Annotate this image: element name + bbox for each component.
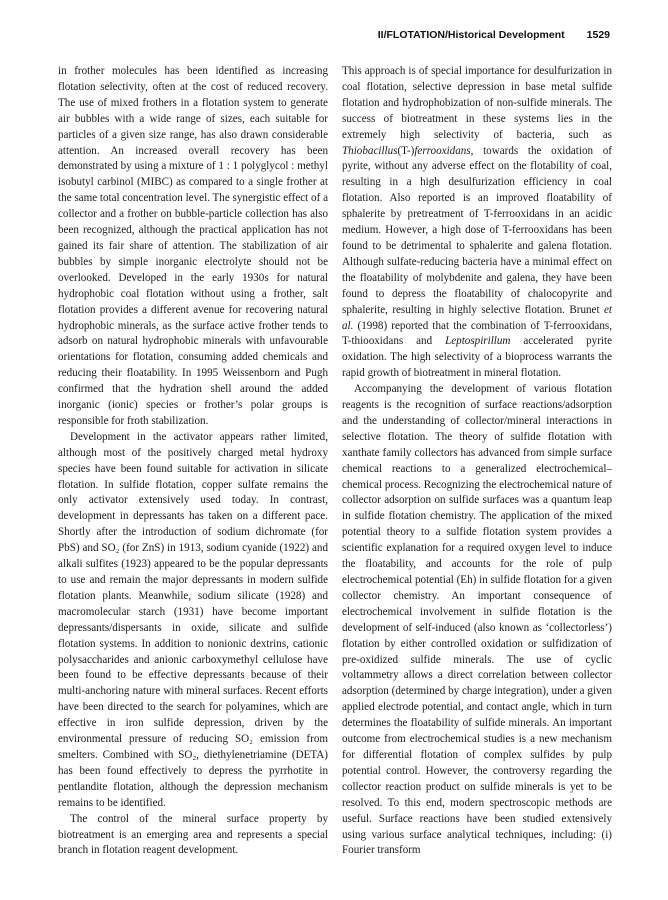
species-name: Thiobacillus [342, 144, 398, 157]
running-header [58, 29, 610, 41]
section-title: II/FLOTATION/Historical Development [377, 29, 565, 41]
species-name: ferrooxidans [414, 144, 471, 157]
text-run: (1998) reported that the combination of T-ferrooxidans, T-thiooxidans and [342, 319, 612, 348]
paragraph: in frother molecules has been identified as increasing flotation selectivity, often at the cost of reduced recovery. The use of mixed frothers in a flotation system to generate air bubbles with a wide range of sizes, each suitable for particles of a given size range, has also drawn considerable attention. An increased overall recovery has been demonstrated by using a mixture of 1 : 1 polyglycol : methyl isobutyl carbinol (MIBC) as compared to a single frother at the same total concentration level. The synergistic effect of a collector and a frother on bubble-particle collection has also been recognized, although the practical application has not gained its fair share of attention. The stabilization of air bubbles by simple inorganic electrolyte should not be overlooked. Developed in the early 1930s for natural hydrophobic coal flotation without using a frother, salt flotation provides a different avenue for recovering natural hydrophobic minerals, as the surface active frother tends to adsorb on natural hydrophobic minerals with unfavourable orientations for flotation, consuming added chemicals and reducing their floatability. In 1995 Weissenborn and Pugh confirmed that the hydration shell around the added inorganic (ionic) species or frother’s polar groups is responsible for froth stabilization. [58, 65, 328, 427]
paragraph: Development in the activator appears rather limited, although most of the positively charged metal hydroxy species have been found suitable for activation in silicate flotation. In sulfide flotation, copper sulfate remains the only activator extensively used today. In contrast, development in depressants has taken on a different pace. Shortly after the introduction of sodium dichromate (for PbS) and SO₂ (for ZnS) in 1913, sodium cyanide (1922) and alkali sulfites (1923) appeared to be the popular depressants to use and remain the major depressants in modern sulfide flotation plants. Meanwhile, sodium silicate (1928) and macromolecular starch (1931) have become important depressants/dispersants in oxide, silicate and sulfide flotation systems. In addition to nonionic dextrins, cationic polysaccharides and anionic carboxymethyl cellulose have been found to be effective depressants because of their multi-anchoring nature with mineral surfaces. Recent efforts have been directed to the search for polyamines, which are effective in iron sulfide depression, driven by the environmental pressure of reducing SO₂ emission from smelters. Combined with SO₂, diethylenetriamine (DETA) has been found effectively to depress the pyrrhotite in pentlandite flotation, although the depression mechanism remains to be identified. [58, 430, 328, 809]
citation-etal: et al. [342, 303, 612, 332]
right-column [342, 64, 612, 859]
paragraph: The control of the mineral surface property by biotreatment is an emerging area and represents a special branch in flotation reagent development. [58, 812, 328, 857]
paragraph: Accompanying the development of various flotation reagents is the recognition of surface reactions/adsorption and the understanding of collector/mineral interactions in selective flotation. The theory of sulfide flotation with xanthate family collectors has advanced from simple surface chemical reactions to a generalized electrochemical–chemical process. Recognizing the electrochemical nature of collector adsorption on sulfide surfaces was a quantum leap in sulfide flotation chemistry. The application of the mixed potential theory to a sulfide flotation system provides a scientific explanation for a required oxygen level to induce the floatability, and accounts for the role of pulp electrochemical potential (Eh) in sulfide flotation for a given collector chemistry. An important consequence of electrochemical involvement in sulfide flotation is the development of self-induced (also known as ‘collectorless’) flotation by either controlled oxidation or sulfidization of pre-oxidized sulfide minerals. The use of cyclic voltammetry allows a direct correlation between collector adsorption (determined by charge integration), under a given applied electrode potential, and contact angle, which in turn determines the floatability of sulfide minerals. An important outcome from electrochemical studies is a new mechanism for differential flotation of complex sulfides by pulp potential control. However, the controversy regarding the collector reaction product on sulfide minerals is yet to be resolved. To this end, modern spectroscopic methods are useful. Surface reactions have been studied extensively using various surface analytical techniques, including: (i) Fourier transform [342, 383, 612, 857]
species-name: Leptospirillum [445, 335, 511, 348]
page-number: 1529 [586, 29, 610, 41]
left-column [58, 64, 328, 859]
text-run: (T-) [397, 144, 415, 157]
paragraph [342, 64, 612, 382]
text-run: This approach is of special importance for desulfurization in coal flotation, selective depression in base metal sulfide flotation and hydrophobization of non-sulfide minerals. The success of biotreatment in these systems lies in the extremely high selectivity of bacteria, such as [342, 65, 612, 141]
text-run: , towards the oxidation of pyrite, without any adverse effect on the flotability of coal, resulting in a high desulfurization efficiency in coal flotation. Also reported is an improved floatability of sphalerite by pretreatment of T-ferrooxidans in an acidic medium. However, a high dose of T-ferrooxidans has been found to be detrimental to sphalerite and galena flotation. Although sulfate-reducing bacteria have a minimal effect on the floatability of molybdenite and galena, they have been found to depress the floatability of chalocopyrite and sphalerite, resulting in highly selective flotation. Brunet [342, 144, 612, 316]
text-run: accelerated pyrite oxidation. The high selectivity of a bioprocess warrants the rapid growth of biotreatment in mineral flotation. [342, 335, 612, 380]
